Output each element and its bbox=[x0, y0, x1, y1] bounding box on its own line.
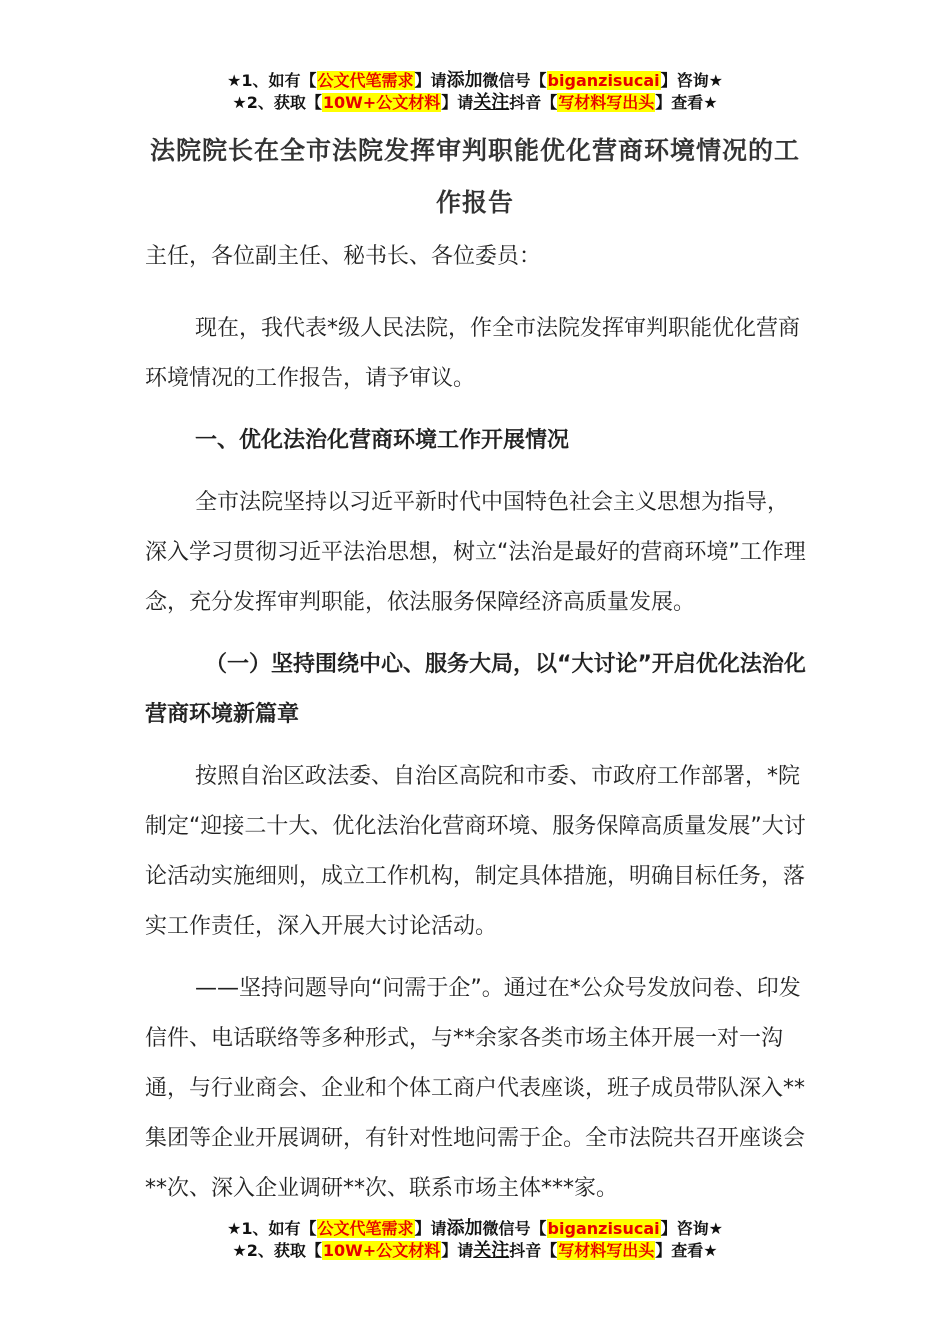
promo-line-2: ★2、获取【10W+公文材料】请关注抖音【写材料写出头】查看★ bbox=[232, 1240, 718, 1261]
document-title: 法院院长在全市法院发挥审判职能优化营商环境情况的工作报告 bbox=[149, 136, 800, 217]
subsection-paragraph: 按照自治区政法委、自治区高院和市委、市政府工作部署，*院制定“迎接二十大、优化法治化营商环境、服务保障高质量发展”大讨论活动实施细则，成立工作机构，制定具体措施，明确目标任务，落实工作责任，深入开展大讨论活动。 bbox=[145, 764, 806, 939]
promo-line-1: ★1、如有【公文代笔需求】请添加微信号【biganzisucai】咨询★ bbox=[227, 70, 723, 91]
highlight-wechat-id: biganzisucai bbox=[547, 71, 660, 90]
promo-line-2: ★2、获取【10W+公文材料】请关注抖音【写材料写出头】查看★ bbox=[232, 92, 718, 113]
greeting: 主任，各位副主任、秘书长、各位委员： bbox=[145, 244, 542, 269]
highlight-service: 公文代笔需求 bbox=[317, 1219, 414, 1238]
highlight-service: 公文代笔需求 bbox=[317, 71, 414, 90]
subsection-paragraph-2: ——坚持问题导向“问需于企”。通过在*公众号发放问卷、印发信件、电话联络等多种形式，与**余家各类市场主体开展一对一沟通，与行业商会、企业和个体工商户代表座谈，班子成员带队深入**集团等企业开展调研，有针对性地问需于企。全市法院共召开座谈会**次、深入企业调研**次、联系市场主体***家。 bbox=[145, 976, 806, 1201]
highlight-materials: 10W+公文材料 bbox=[322, 93, 441, 112]
document-body bbox=[145, 232, 807, 1226]
section-paragraph: 全市法院坚持以习近平新时代中国特色社会主义思想为指导，深入学习贯彻习近平法治思想，树立“法治是最好的营商环境”工作理念，充分发挥审判职能，依法服务保障经济高质量发展。 bbox=[145, 490, 806, 615]
intro-paragraph: 现在，我代表*级人民法院，作全市法院发挥审判职能优化营商环境情况的工作报告，请予审议。 bbox=[145, 316, 801, 391]
section-heading: 一、优化法治化营商环境工作开展情况 bbox=[195, 428, 570, 453]
highlight-wechat-id: biganzisucai bbox=[547, 1219, 660, 1238]
highlight-douyin-account: 写材料写出头 bbox=[558, 93, 655, 112]
promo-banner-bottom bbox=[0, 1218, 950, 1262]
highlight-materials: 10W+公文材料 bbox=[322, 1241, 441, 1260]
highlight-douyin-account: 写材料写出头 bbox=[558, 1241, 655, 1260]
subsection-heading: （一）坚持围绕中心、服务大局，以“大讨论”开启优化法治化营商环境新篇章 bbox=[145, 652, 806, 727]
promo-line-1: ★1、如有【公文代笔需求】请添加微信号【biganzisucai】咨询★ bbox=[227, 1218, 723, 1239]
promo-banner-top bbox=[0, 70, 950, 114]
